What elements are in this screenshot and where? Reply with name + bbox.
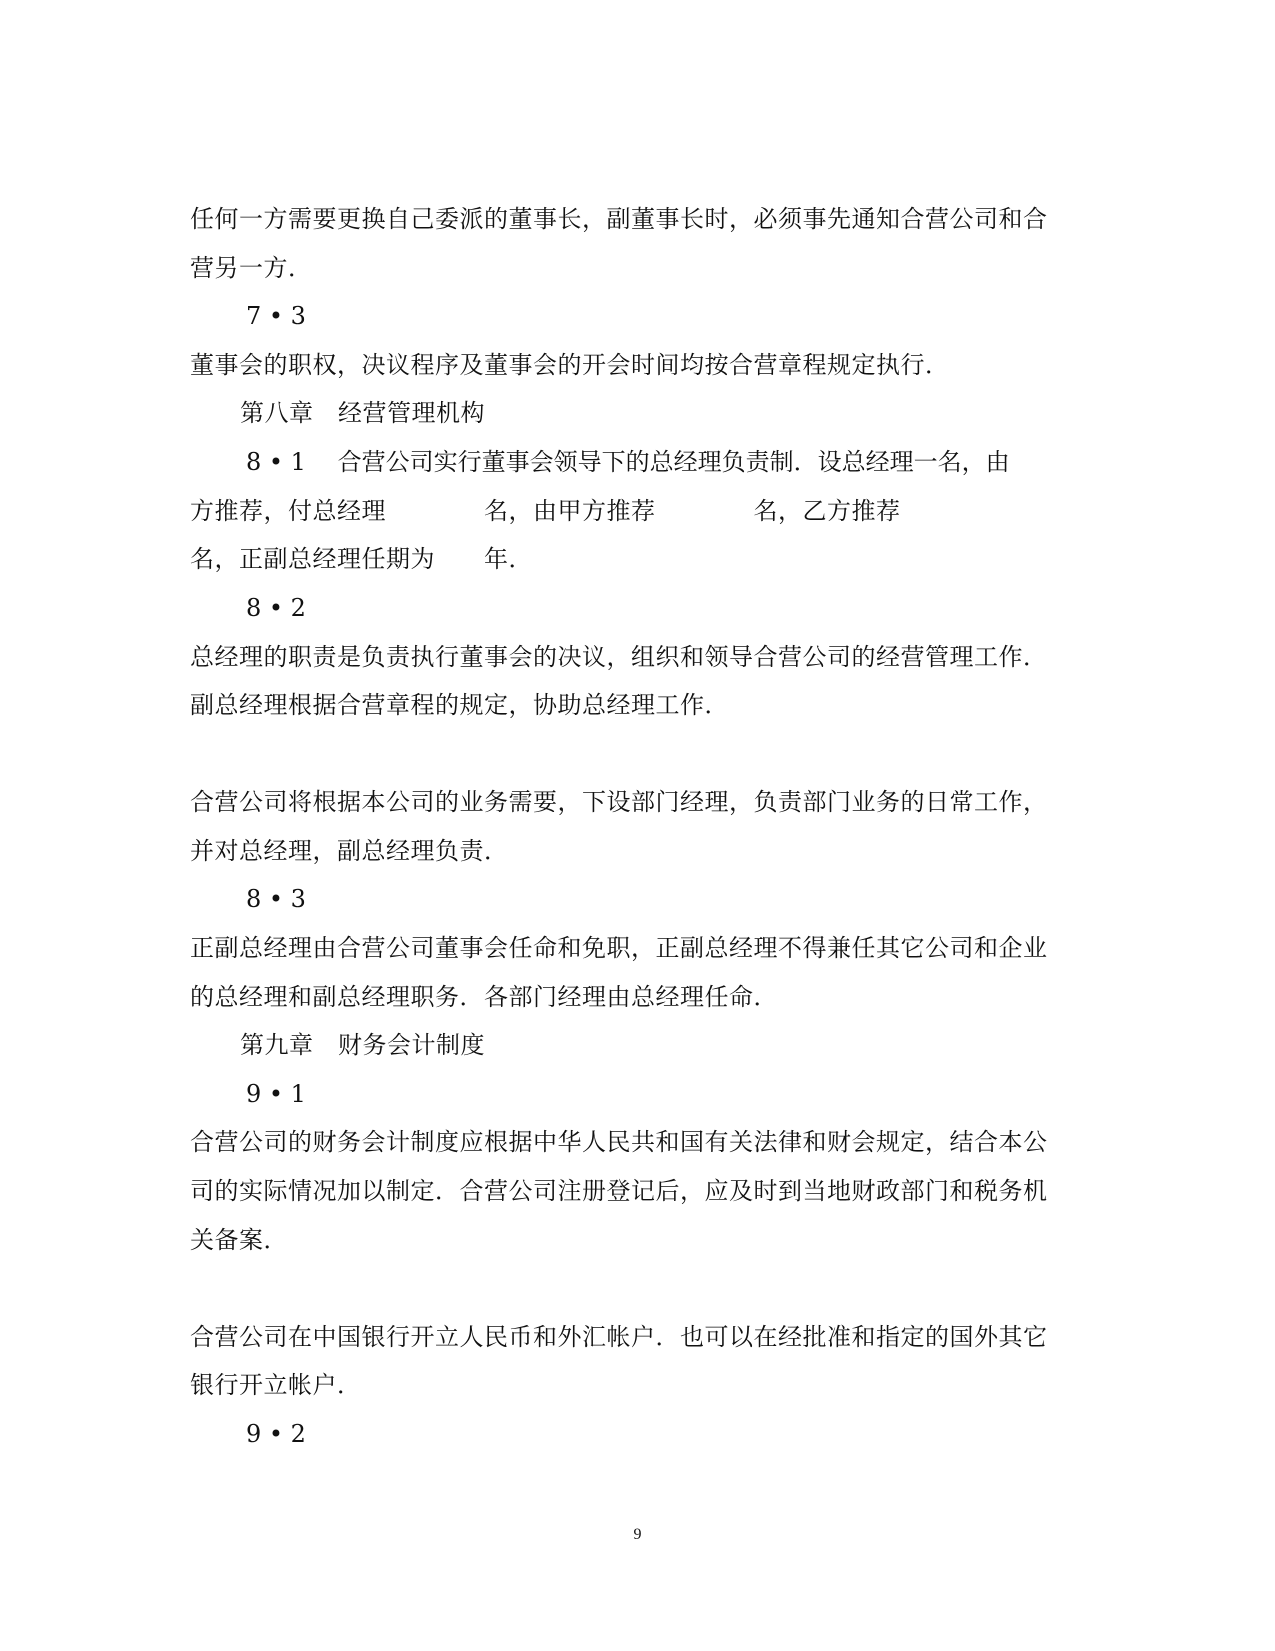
clause-number: 8 • 3 xyxy=(246,885,306,913)
paragraph-line: 银行开立帐户． xyxy=(190,1371,362,1399)
paragraph-line: 副总经理根据合营章程的规定，协助总经理工作． xyxy=(190,691,729,719)
paragraph-line: 合营公司在中国银行开立人民币和外汇帐户．也可以在经批准和指定的国外其它 xyxy=(190,1323,1048,1351)
paragraph-line: 正副总经理由合营公司董事会任命和免职，正副总经理不得兼任其它公司和企业 xyxy=(190,934,1048,962)
clause-line: 8 • 1 合营公司实行董事会领导下的总经理负责制．设总经理一名，由 xyxy=(246,448,1010,476)
paragraph-line: 营另一方． xyxy=(190,254,313,282)
chapter-heading: 第九章 财务会计制度 xyxy=(240,1031,485,1059)
paragraph-line: 司的实际情况加以制定．合营公司注册登记后，应及时到当地财政部门和税务机 xyxy=(190,1177,1048,1205)
clause-number: 8 • 2 xyxy=(246,594,306,622)
clause-number: 9 • 1 xyxy=(246,1080,306,1108)
chapter-heading: 第八章 经营管理机构 xyxy=(240,399,485,427)
clause-number: 9 • 2 xyxy=(246,1420,306,1448)
paragraph-line: 董事会的职权，决议程序及董事会的开会时间均按合营章程规定执行． xyxy=(190,351,950,379)
paragraph-line: 总经理的职责是负责执行董事会的决议，组织和领导合营公司的经营管理工作． xyxy=(190,643,1048,671)
paragraph-line: 任何一方需要更换自己委派的董事长，副董事长时，必须事先通知合营公司和合 xyxy=(190,205,1048,233)
paragraph-line: 合营公司将根据本公司的业务需要，下设部门经理，负责部门业务的日常工作， xyxy=(190,788,1048,816)
clause-number: 7 • 3 xyxy=(246,302,306,330)
paragraph-line: 合营公司的财务会计制度应根据中华人民共和国有关法律和财会规定，结合本公 xyxy=(190,1128,1048,1156)
paragraph-line: 关备案． xyxy=(190,1226,288,1254)
paragraph-line: 方推荐，付总经理 名，由甲方推荐 名，乙方推荐 xyxy=(190,497,901,525)
paragraph-line: 并对总经理，副总经理负责． xyxy=(190,837,509,865)
paragraph-line: 名，正副总经理任期为 年． xyxy=(190,545,533,573)
paragraph-line: 的总经理和副总经理职务．各部门经理由总经理任命． xyxy=(190,983,778,1011)
page-number: 9 xyxy=(633,1526,642,1543)
